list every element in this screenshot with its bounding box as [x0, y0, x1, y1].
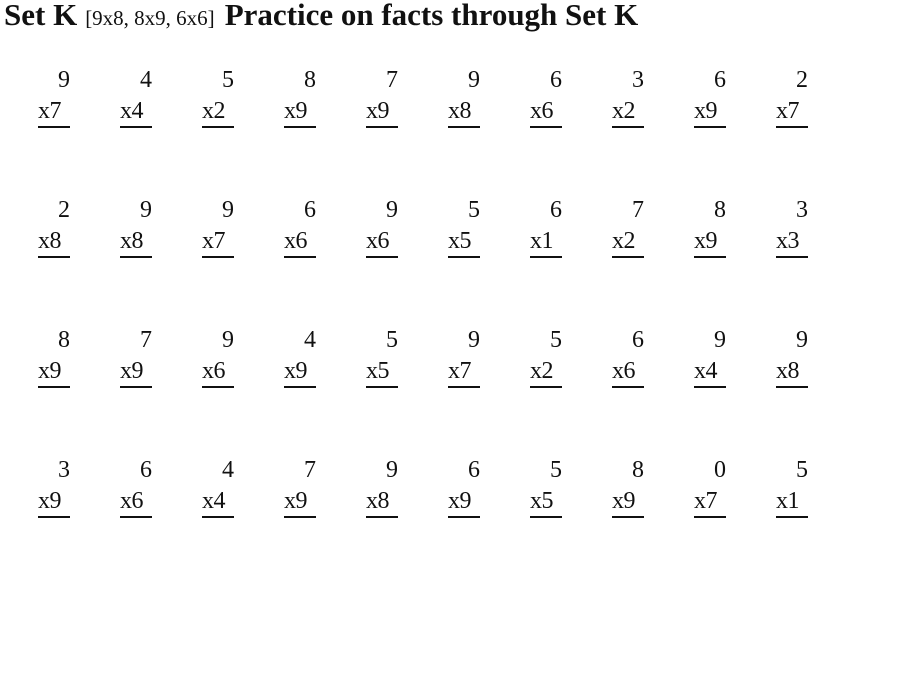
multiplier: x8: [38, 226, 70, 258]
multiplier: x5: [530, 486, 562, 518]
multiplier: x9: [448, 486, 480, 518]
problem-row: [38, 324, 858, 454]
multiplicand: 4: [304, 327, 316, 353]
multiplication-problem: [38, 194, 120, 324]
multiplier: x7: [38, 96, 70, 128]
multiplier: x4: [120, 96, 152, 128]
multiplication-problem: [530, 64, 612, 194]
multiplication-problem: [776, 324, 858, 454]
multiplicand: 9: [386, 457, 398, 483]
problem-row: [38, 64, 858, 194]
multiplicand: 9: [58, 67, 70, 93]
multiplier: x9: [284, 96, 316, 128]
multiplier: x9: [694, 96, 726, 128]
multiplication-problem: [448, 64, 530, 194]
multiplier: x6: [120, 486, 152, 518]
multiplication-problem: [694, 454, 776, 584]
multiplier: x4: [202, 486, 234, 518]
multiplication-problem: [530, 194, 612, 324]
multiplication-problem: [366, 454, 448, 584]
multiplicand: 7: [140, 327, 152, 353]
multiplier: x9: [38, 486, 70, 518]
multiplication-problem: [612, 194, 694, 324]
multiplication-problem: [776, 64, 858, 194]
multiplicand: 5: [468, 197, 480, 223]
multiplier: x7: [448, 356, 480, 388]
set-title: Set K: [4, 0, 78, 32]
multiplicand: 5: [796, 457, 808, 483]
multiplication-problem: [776, 194, 858, 324]
multiplication-problem: [530, 324, 612, 454]
problem-row: [38, 194, 858, 324]
multiplication-problem: [38, 64, 120, 194]
multiplier: x9: [38, 356, 70, 388]
multiplicand: 3: [632, 67, 644, 93]
multiplication-problem: [694, 324, 776, 454]
multiplicand: 7: [632, 197, 644, 223]
multiplier: x6: [530, 96, 562, 128]
multiplication-problem: [366, 194, 448, 324]
multiplier: x8: [448, 96, 480, 128]
multiplicand: 8: [304, 67, 316, 93]
multiplication-problem: [120, 194, 202, 324]
multiplicand: 9: [222, 197, 234, 223]
multiplicand: 8: [714, 197, 726, 223]
multiplier: x7: [776, 96, 808, 128]
multiplicand: 3: [796, 197, 808, 223]
multiplier: x9: [694, 226, 726, 258]
multiplier: x9: [612, 486, 644, 518]
problem-grid: [38, 64, 858, 584]
multiplier: x8: [120, 226, 152, 258]
multiplier: x1: [776, 486, 808, 518]
multiplication-problem: [448, 324, 530, 454]
multiplier: x6: [202, 356, 234, 388]
multiplier: x9: [120, 356, 152, 388]
multiplicand: 6: [550, 197, 562, 223]
multiplicand: 5: [222, 67, 234, 93]
worksheet-header: [4, 0, 638, 38]
multiplicand: 7: [304, 457, 316, 483]
multiplier: x6: [612, 356, 644, 388]
new-facts-list: [9x8, 8x9, 6x6]: [85, 6, 215, 30]
multiplication-problem: [202, 194, 284, 324]
problem-row: [38, 454, 858, 584]
multiplier: x9: [366, 96, 398, 128]
multiplication-problem: [694, 194, 776, 324]
multiplier: x5: [448, 226, 480, 258]
multiplicand: 9: [386, 197, 398, 223]
multiplicand: 8: [58, 327, 70, 353]
multiplicand: 9: [468, 67, 480, 93]
multiplier: x8: [366, 486, 398, 518]
practice-title: Practice on facts through Set K: [224, 0, 639, 32]
multiplicand: 6: [140, 457, 152, 483]
multiplication-problem: [284, 454, 366, 584]
multiplication-problem: [202, 64, 284, 194]
multiplicand: 6: [304, 197, 316, 223]
multiplicand: 9: [222, 327, 234, 353]
multiplication-problem: [284, 194, 366, 324]
multiplier: x4: [694, 356, 726, 388]
multiplier: x6: [284, 226, 316, 258]
multiplier: x2: [202, 96, 234, 128]
multiplicand: 5: [550, 457, 562, 483]
multiplier: x7: [202, 226, 234, 258]
multiplication-problem: [776, 454, 858, 584]
multiplier: x8: [776, 356, 808, 388]
multiplicand: 6: [714, 67, 726, 93]
multiplication-problem: [530, 454, 612, 584]
multiplier: x9: [284, 486, 316, 518]
multiplicand: 9: [796, 327, 808, 353]
multiplicand: 0: [714, 457, 726, 483]
multiplication-problem: [612, 64, 694, 194]
multiplication-problem: [120, 324, 202, 454]
multiplication-problem: [284, 64, 366, 194]
multiplicand: 4: [140, 67, 152, 93]
multiplication-problem: [448, 194, 530, 324]
multiplication-problem: [694, 64, 776, 194]
multiplicand: 6: [550, 67, 562, 93]
multiplicand: 2: [58, 197, 70, 223]
multiplication-problem: [448, 454, 530, 584]
multiplicand: 3: [58, 457, 70, 483]
multiplication-problem: [202, 454, 284, 584]
multiplication-problem: [120, 454, 202, 584]
multiplicand: 7: [386, 67, 398, 93]
multiplicand: 9: [714, 327, 726, 353]
multiplicand: 2: [796, 67, 808, 93]
multiplication-problem: [202, 324, 284, 454]
multiplicand: 6: [632, 327, 644, 353]
multiplication-problem: [366, 64, 448, 194]
multiplier: x2: [612, 96, 644, 128]
multiplication-problem: [612, 454, 694, 584]
multiplier: x9: [284, 356, 316, 388]
multiplicand: 9: [140, 197, 152, 223]
multiplication-problem: [612, 324, 694, 454]
multiplier: x7: [694, 486, 726, 518]
multiplicand: 6: [468, 457, 480, 483]
multiplicand: 5: [386, 327, 398, 353]
multiplicand: 4: [222, 457, 234, 483]
multiplication-problem: [38, 454, 120, 584]
multiplicand: 8: [632, 457, 644, 483]
multiplication-problem: [120, 64, 202, 194]
multiplier: x2: [530, 356, 562, 388]
multiplier: x3: [776, 226, 808, 258]
multiplier: x5: [366, 356, 398, 388]
multiplier: x1: [530, 226, 562, 258]
multiplier: x6: [366, 226, 398, 258]
multiplication-problem: [38, 324, 120, 454]
multiplier: x2: [612, 226, 644, 258]
multiplication-problem: [366, 324, 448, 454]
multiplication-problem: [284, 324, 366, 454]
multiplicand: 5: [550, 327, 562, 353]
multiplicand: 9: [468, 327, 480, 353]
